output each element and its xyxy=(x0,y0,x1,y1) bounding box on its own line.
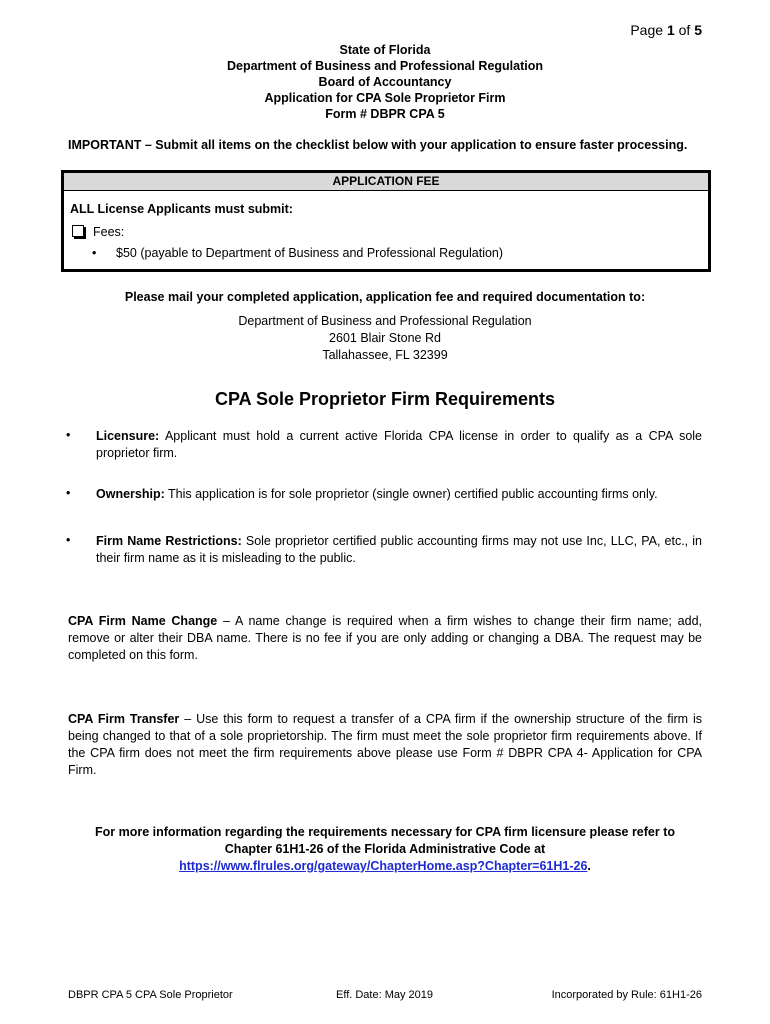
mailing-address xyxy=(0,313,770,364)
transfer-paragraph: CPA Firm Transfer – Use this form to request a transfer of a CPA firm if the ownership structure of the firm is being changed to that of a sole proprietorship. The firm must meet the sole proprietor firm requirements above. If the CPA firm does not meet the firm requirements above please use Form # DBPR CPA 4- Application for CPA Firm. xyxy=(68,712,702,777)
rules-link[interactable]: https://www.flrules.org/gateway/ChapterHome.asp?Chapter=61H1-26 xyxy=(179,859,588,873)
bullet-icon: • xyxy=(66,428,71,442)
bullet-icon: • xyxy=(66,533,71,547)
fee-box-subtitle: ALL License Applicants must submit: xyxy=(70,202,293,216)
requirement-firm-name: Firm Name Restrictions: Sole proprietor certified public accounting firms may not use Inc, LLC, PA, etc., in their firm name as it is misleading to the public. xyxy=(96,534,702,565)
header-department: Department of Business and Professional Regulation xyxy=(226,59,544,73)
fees-checkbox[interactable] xyxy=(72,225,84,237)
address-line: Tallahassee, FL 32399 xyxy=(322,348,448,362)
address-line: Department of Business and Professional Regulation xyxy=(238,314,532,328)
footer-effective-date: Eff. Date: May 2019 xyxy=(336,989,434,1001)
more-info: For more information regarding the requirements necessary for CPA firm licensure please refer to Chapter 61H1-26 of the Florida Administrative Code at https://www.flrules.org/gateway/ChapterHome.asp?Chapter=61H1-26. xyxy=(94,825,676,873)
requirements-title: CPA Sole Proprietor Firm Requirements xyxy=(214,389,556,409)
bullet-icon: • xyxy=(92,246,97,260)
requirement-ownership: Ownership: This application is for sole proprietor (single owner) certified public accounting firms only. xyxy=(96,487,658,501)
header-form-number: Form # DBPR CPA 5 xyxy=(325,107,445,121)
header-state: State of Florida xyxy=(339,43,431,57)
fees-label: Fees: xyxy=(93,225,125,239)
requirement-licensure: Licensure: Applicant must hold a current active Florida CPA license in order to qualify as a CPA sole proprietor firm. xyxy=(96,429,702,460)
application-fee-box xyxy=(61,170,711,272)
name-change-paragraph: CPA Firm Name Change – A name change is required when a firm wishes to change their firm name; add, remove or alter their DBA name. There is no fee if you are only adding or changing a DBA. The request may be completed on this form. xyxy=(68,614,702,662)
footer-form-name: DBPR CPA 5 CPA Sole Proprietor xyxy=(68,989,233,1001)
document-header xyxy=(0,42,770,122)
mail-heading: Please mail your completed application, application fee and required documentation to: xyxy=(124,290,646,304)
footer-rule: Incorporated by Rule: 61H1-26 xyxy=(551,989,702,1001)
fee-box-title: APPLICATION FEE xyxy=(64,173,708,191)
important-notice: IMPORTANT – Submit all items on the checklist below with your application to ensure faster processing. xyxy=(68,138,688,152)
bullet-icon: • xyxy=(66,486,71,500)
address-line: 2601 Blair Stone Rd xyxy=(329,331,441,345)
header-application-title: Application for CPA Sole Proprietor Firm xyxy=(264,91,506,105)
header-board: Board of Accountancy xyxy=(318,75,452,89)
page-number: Page 1 of 5 xyxy=(630,22,702,38)
fee-amount: $50 (payable to Department of Business and Professional Regulation) xyxy=(116,246,504,260)
